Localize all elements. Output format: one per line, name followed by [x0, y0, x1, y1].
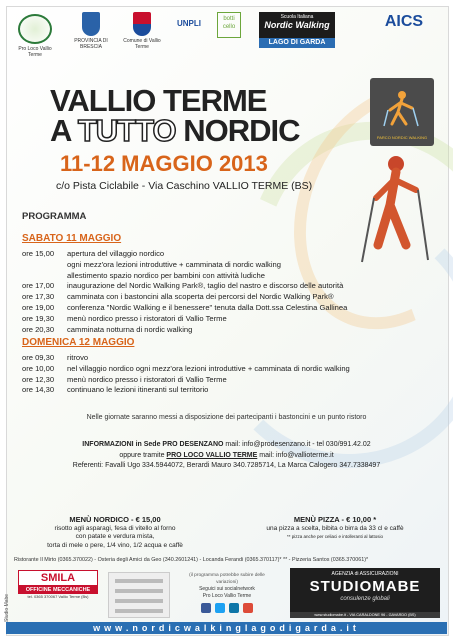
restaurants-list: Ristorante Il Mirto (0365.370022) - Osteria degli Amici da Geo (340.2601241) - Locanda Ferandi (0365.370117)* ** - Pizzeria Santos (0365.370061)* — [14, 557, 369, 563]
schedule-description: continuano le lezioni itineranti sul territorio — [67, 385, 209, 395]
unpli-logo: UNPLI — [177, 19, 201, 28]
schedule-time: ore 17,30 — [22, 292, 55, 302]
info-contacts: mail: info@prodesenzano.it - tel 030/991.42.02 — [223, 441, 371, 448]
schedule-description: menù nordico presso i ristoratori di Vallio Terme — [67, 374, 227, 384]
info-referents: Referenti: Favalli Ugo 334.5944072, Berardi Mauro 340.7285714, La Marca Calogero 347.7338497 — [72, 462, 381, 469]
schedule-row — [22, 302, 348, 314]
schedule-time: ore 17,00 — [22, 281, 55, 291]
schedule-description: conferenza "Nordic Walking e il benessere" tenuta dalla Dott.ssa Celestina Gallinea — [67, 302, 348, 312]
sabato-schedule — [22, 249, 348, 335]
aics-logo: AICS — [384, 13, 424, 30]
googleplus-icon[interactable] — [243, 603, 253, 613]
sinw-logo: Scuola Italiana Nordic Walking LAGO DI GARDA — [259, 12, 335, 48]
info-heading: INFORMAZIONI in Sede PRO DESENZANO — [82, 441, 224, 448]
schedule-time: ore 12,30 — [22, 374, 55, 384]
schedule-time — [22, 260, 67, 271]
schedule-time: ore 14,30 — [22, 385, 55, 395]
walker-badge-icon — [380, 88, 424, 128]
schedule-time: ore 15,00 — [22, 249, 55, 258]
provincia-logo: PROVINCIA DI BRESCIA — [72, 12, 110, 50]
schedule-description: camminata con i bastoncini alla scoperta dei percorsi del Nordic Walking Park® — [67, 292, 334, 302]
domenica-heading: DOMENICA 12 MAGGIO — [22, 337, 135, 348]
twitter-icon[interactable] — [215, 603, 225, 613]
schedule-time: ore 19,00 — [22, 302, 55, 312]
event-title-line1: VALLIO TERME — [50, 83, 267, 118]
schedule-time: ore 19,30 — [22, 313, 55, 323]
facebook-icon[interactable] — [201, 603, 211, 613]
schedule-description: menù nordico presso i ristoratori di Vallio Terme — [67, 313, 227, 323]
schedule-description: camminata notturna di nordic walking — [67, 324, 193, 334]
schedule-row — [22, 271, 342, 282]
info-block: INFORMAZIONI in Sede PRO DESENZANO mail: info@prodesenzano.it - tel 030/991.42.02 oppure tramite PRO LOCO VALLIO TERME mail: info@vallioterme.it Referenti: Favalli Ugo 334.5944072, Berardi Mauro 340.7285714, La Marca Calogero 347.7338497 — [0, 440, 453, 472]
schedule-row — [22, 325, 342, 336]
schedule-row — [22, 363, 350, 375]
proloco-name: PRO LOCO VALLIO TERME — [166, 451, 258, 459]
vertical-credit: Studio Mabe — [4, 593, 10, 622]
schedule-row — [22, 353, 342, 364]
schedule-description: ritrovo — [67, 353, 89, 362]
comune-logo: Comune di Vallio Terme — [122, 12, 162, 50]
schedule-row — [22, 281, 342, 292]
event-date: 11-12 MAGGIO 2013 — [60, 151, 268, 176]
linkedin-icon[interactable] — [229, 603, 239, 613]
programma-heading: PROGRAMMA — [22, 211, 87, 222]
website-link[interactable]: www.nordicwalkinglagodigarda.it — [6, 622, 447, 634]
schedule-description: apertura del villaggio nordico — [67, 249, 165, 258]
sabato-heading: SABATO 11 MAGGIO — [22, 233, 122, 244]
schedule-time — [22, 271, 67, 282]
schedule-row — [22, 314, 342, 325]
event-title-tutto: TUTTO — [77, 113, 176, 148]
schedule-description: nel villaggio nordico ogni mezz'ora lezioni introduttive + camminata di nordic walking — [67, 363, 350, 373]
schedule-row — [22, 249, 342, 260]
schedule-time: ore 10,00 — [22, 363, 55, 373]
proloco-logo: Pro Loco Vallio Terme — [14, 14, 56, 58]
programma-note: Nelle giornate saranno messi a disposizione dei partecipanti i bastoncini e un punto ristoro — [86, 414, 367, 421]
sponsor-logo-bar — [14, 12, 439, 58]
nordic-park-badge — [370, 78, 434, 146]
event-title-line2: A TUTTO NORDIC — [50, 113, 300, 148]
social-block: (il programma potrebbe subire delle variazioni) Seguici sui socialnetwork Pro Loco Vallio Terme — [178, 572, 276, 620]
schedule-row — [22, 260, 342, 271]
botticello-logo: botti cello — [214, 12, 244, 40]
domenica-schedule — [22, 353, 350, 396]
schedule-description: ogni mezz'ora lezioni introduttive + camminata di nordic walking — [67, 259, 281, 269]
smila-ad: SMILA OFFICINE MECCANICHE tel. 0365 370067 Vallio Terme (Bs) — [18, 570, 98, 618]
sponsor-ad-placeholder — [108, 572, 170, 618]
schedule-row — [22, 292, 342, 303]
schedule-description: inaugurazione del Nordic Walking Park®, taglio del nastro e discorso delle autorità — [67, 281, 344, 291]
schedule-description: allestimento spazio nordico per bambini con attività ludiche — [67, 270, 265, 280]
nordic-walker-illustration-icon — [340, 150, 440, 270]
event-venue: c/o Pista Ciclabile - Via Caschino VALLIO TERME (BS) — [56, 180, 313, 192]
schedule-time: ore 20,30 — [22, 324, 55, 334]
menu-pizza: MENÙ PIZZA - € 10,00 * una pizza a scelta, bibita o birra da 33 cl e caffè ** pizza anche per celiaci e intolleranti al lattosio — [266, 515, 404, 539]
studiomabe-ad: AGENZIA di ASSICURAZIONI STUDIOMABE consulenze globali www.studiomabe.it - VIA CARALDONE 96 - GAVARDO (BS) — [290, 568, 440, 618]
menu-nordico: MENÙ NORDICO - € 15,00 risotto agli asparagi, fesa di vitello al forno con patate e verdura mista, torta di mele o pere, 1/4 vino, 1/2 acqua e caffè — [47, 515, 183, 549]
schedule-time: ore 09,30 — [22, 353, 55, 362]
badge-caption: PARCO NORDIC WALKING — [376, 135, 428, 140]
schedule-row — [22, 375, 342, 386]
schedule-row — [22, 385, 342, 396]
